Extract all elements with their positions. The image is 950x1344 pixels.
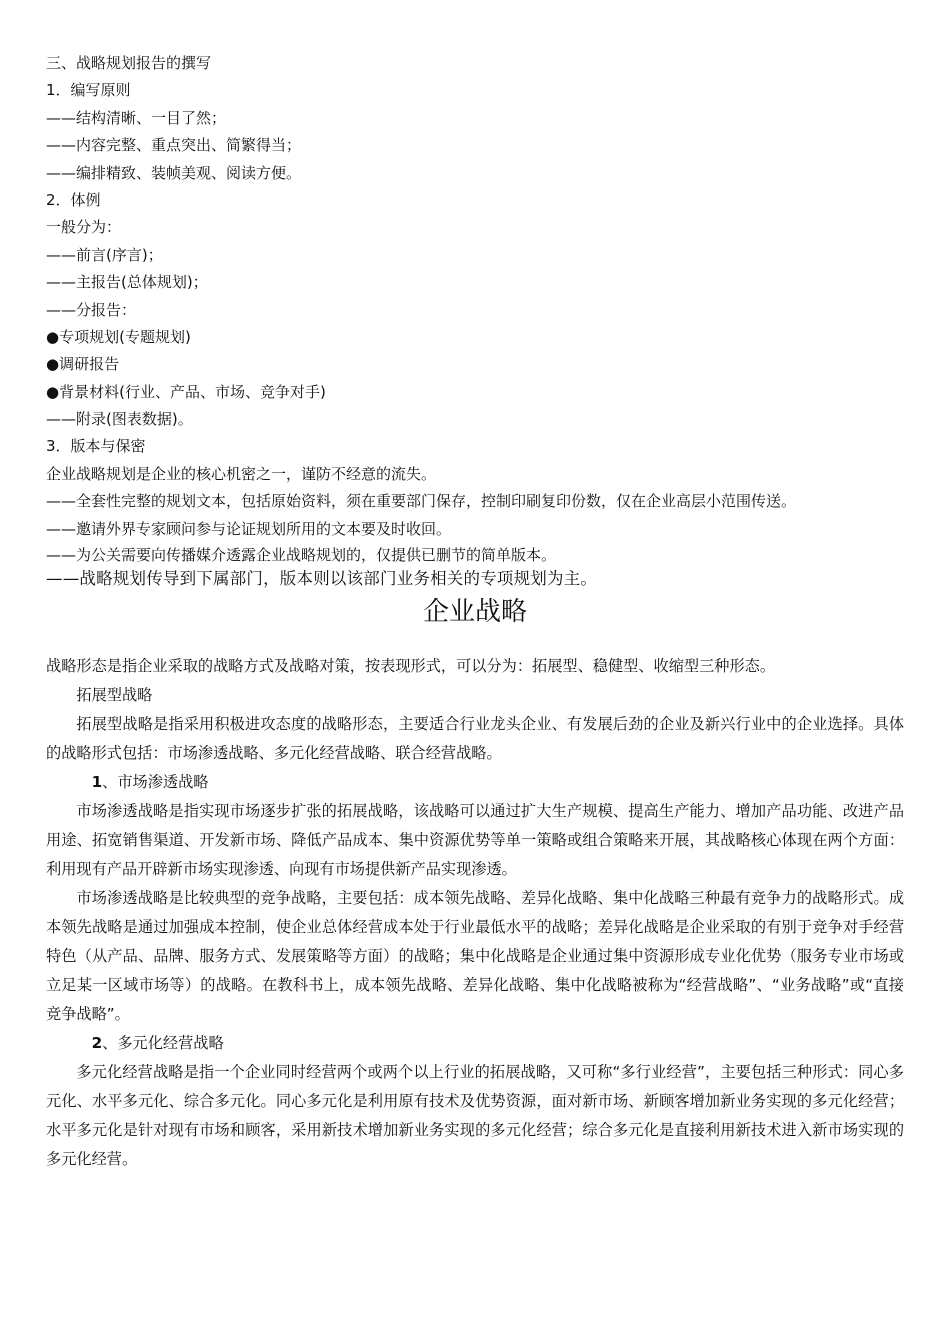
bullet-item: ●背景材料(行业、产品、市场、竞争对手) <box>46 382 326 401</box>
text-line: 一般分为： <box>46 218 122 237</box>
section-heading: 三、战略规划报告的撰写 <box>46 54 212 72</box>
intro-paragraph: 战略形态是指企业采取的战略方式及战略对策，按表现形式，可以分为：拓展型、稳健型、收缩型三种形态。 <box>46 657 775 675</box>
list-item: ——前言(序言)； <box>46 245 163 264</box>
paragraph: 市场渗透战略是指实现市场逐步扩张的拓展战略，该战略可以通过扩大生产规模、提高生产能力、增加产品功能、改进产品用途、拓宽销售渠道、开发新市场、降低产品成本、集中资源优势等单一策略或组合策略来开展，其战略核心体现在两个方面：利用现有产品开辟新市场实现渗透、向现有市场提供新产品实现渗透。 <box>46 802 904 878</box>
subheading-expansion: 拓展型战略 <box>76 686 153 704</box>
heading-number: 1 <box>91 773 103 791</box>
page-title: 企业战略 <box>422 597 527 627</box>
list-item: ——全套性完整的规划文本，包括原始资料，须在重要部门保存，控制印刷复印份数，仅在企业高层小范围传送。 <box>46 492 797 511</box>
list-item: ——主报告(总体规划)； <box>46 273 208 292</box>
subheading-format: 2．体例 <box>46 190 101 209</box>
subheading-diversification <box>46 1029 904 1058</box>
list-item: ——战略规划传导到下属部门，版本则以该部门业务相关的专项规划为主。 <box>46 569 598 589</box>
list-item: ——编排精致、装帧美观、阅读方便。 <box>46 163 302 182</box>
paragraph: 拓展型战略是指采用积极进攻态度的战略形态，主要适合行业龙头企业、有发展后劲的企业及新兴行业中的企业选择。具体的战略形式包括：市场渗透战略、多元化经营战略、联合经营战略。 <box>46 715 904 762</box>
list-item: ——邀请外界专家顾问参与论证规划所用的文本要及时收回。 <box>46 519 452 538</box>
subheading-market-penetration <box>46 768 904 797</box>
heading-text: 、市场渗透战略 <box>102 773 209 791</box>
subheading-version: 3．版本与保密 <box>46 437 146 456</box>
list-item: ——结构清晰、一目了然； <box>46 108 227 127</box>
bullet-item: ●调研报告 <box>46 355 120 374</box>
report-writing-section <box>46 50 926 591</box>
strategy-section <box>46 652 904 1174</box>
heading-text: 、多元化经营战略 <box>102 1034 224 1052</box>
heading-number: 2 <box>91 1034 103 1052</box>
list-item: ——内容完整、重点突出、简繁得当； <box>46 136 302 155</box>
subheading-principles: 1．编写原则 <box>46 81 131 100</box>
list-item: ——为公关需要向传播媒介透露企业战略规划的，仅提供已删节的简单版本。 <box>46 546 557 565</box>
bullet-item: ●专项规划(专题规划) <box>46 327 191 346</box>
text-line: 企业战略规划是企业的核心机密之一，谨防不经意的流失。 <box>46 464 437 483</box>
paragraph: 多元化经营战略是指一个企业同时经营两个或两个以上行业的拓展战略，又可称“多行业经营”，主要包括三种形式：同心多元化、水平多元化、综合多元化。同心多元化是利用原有技术及优势资源，面对新市场、新顾客增加新业务实现的多元化经营；水平多元化是针对现有市场和顾客，采用新技术增加新业务实现的多元化经营；综合多元化是直接利用新技术进入新市场实现的多元化经营。 <box>46 1063 904 1168</box>
paragraph: 市场渗透战略是比较典型的竞争战略，主要包括：成本领先战略、差异化战略、集中化战略三种最有竞争力的战略形式。成本领先战略是通过加强成本控制，使企业总体经营成本处于行业最低水平的战略；差异化战略是企业采取的有别于竞争对手经营特色（从产品、品牌、服务方式、发展策略等方面）的战略；集中化战略是企业通过集中资源形成专业化优势（服务专业市场或立足某一区域市场等）的战略。在教科书上，成本领先战略、差异化战略、集中化战略被称为“经营战略”、“业务战略”或“直接竞争战略”。 <box>46 889 904 1023</box>
list-item: ——分报告： <box>46 300 137 319</box>
list-item: ——附录(图表数据)。 <box>46 410 193 429</box>
